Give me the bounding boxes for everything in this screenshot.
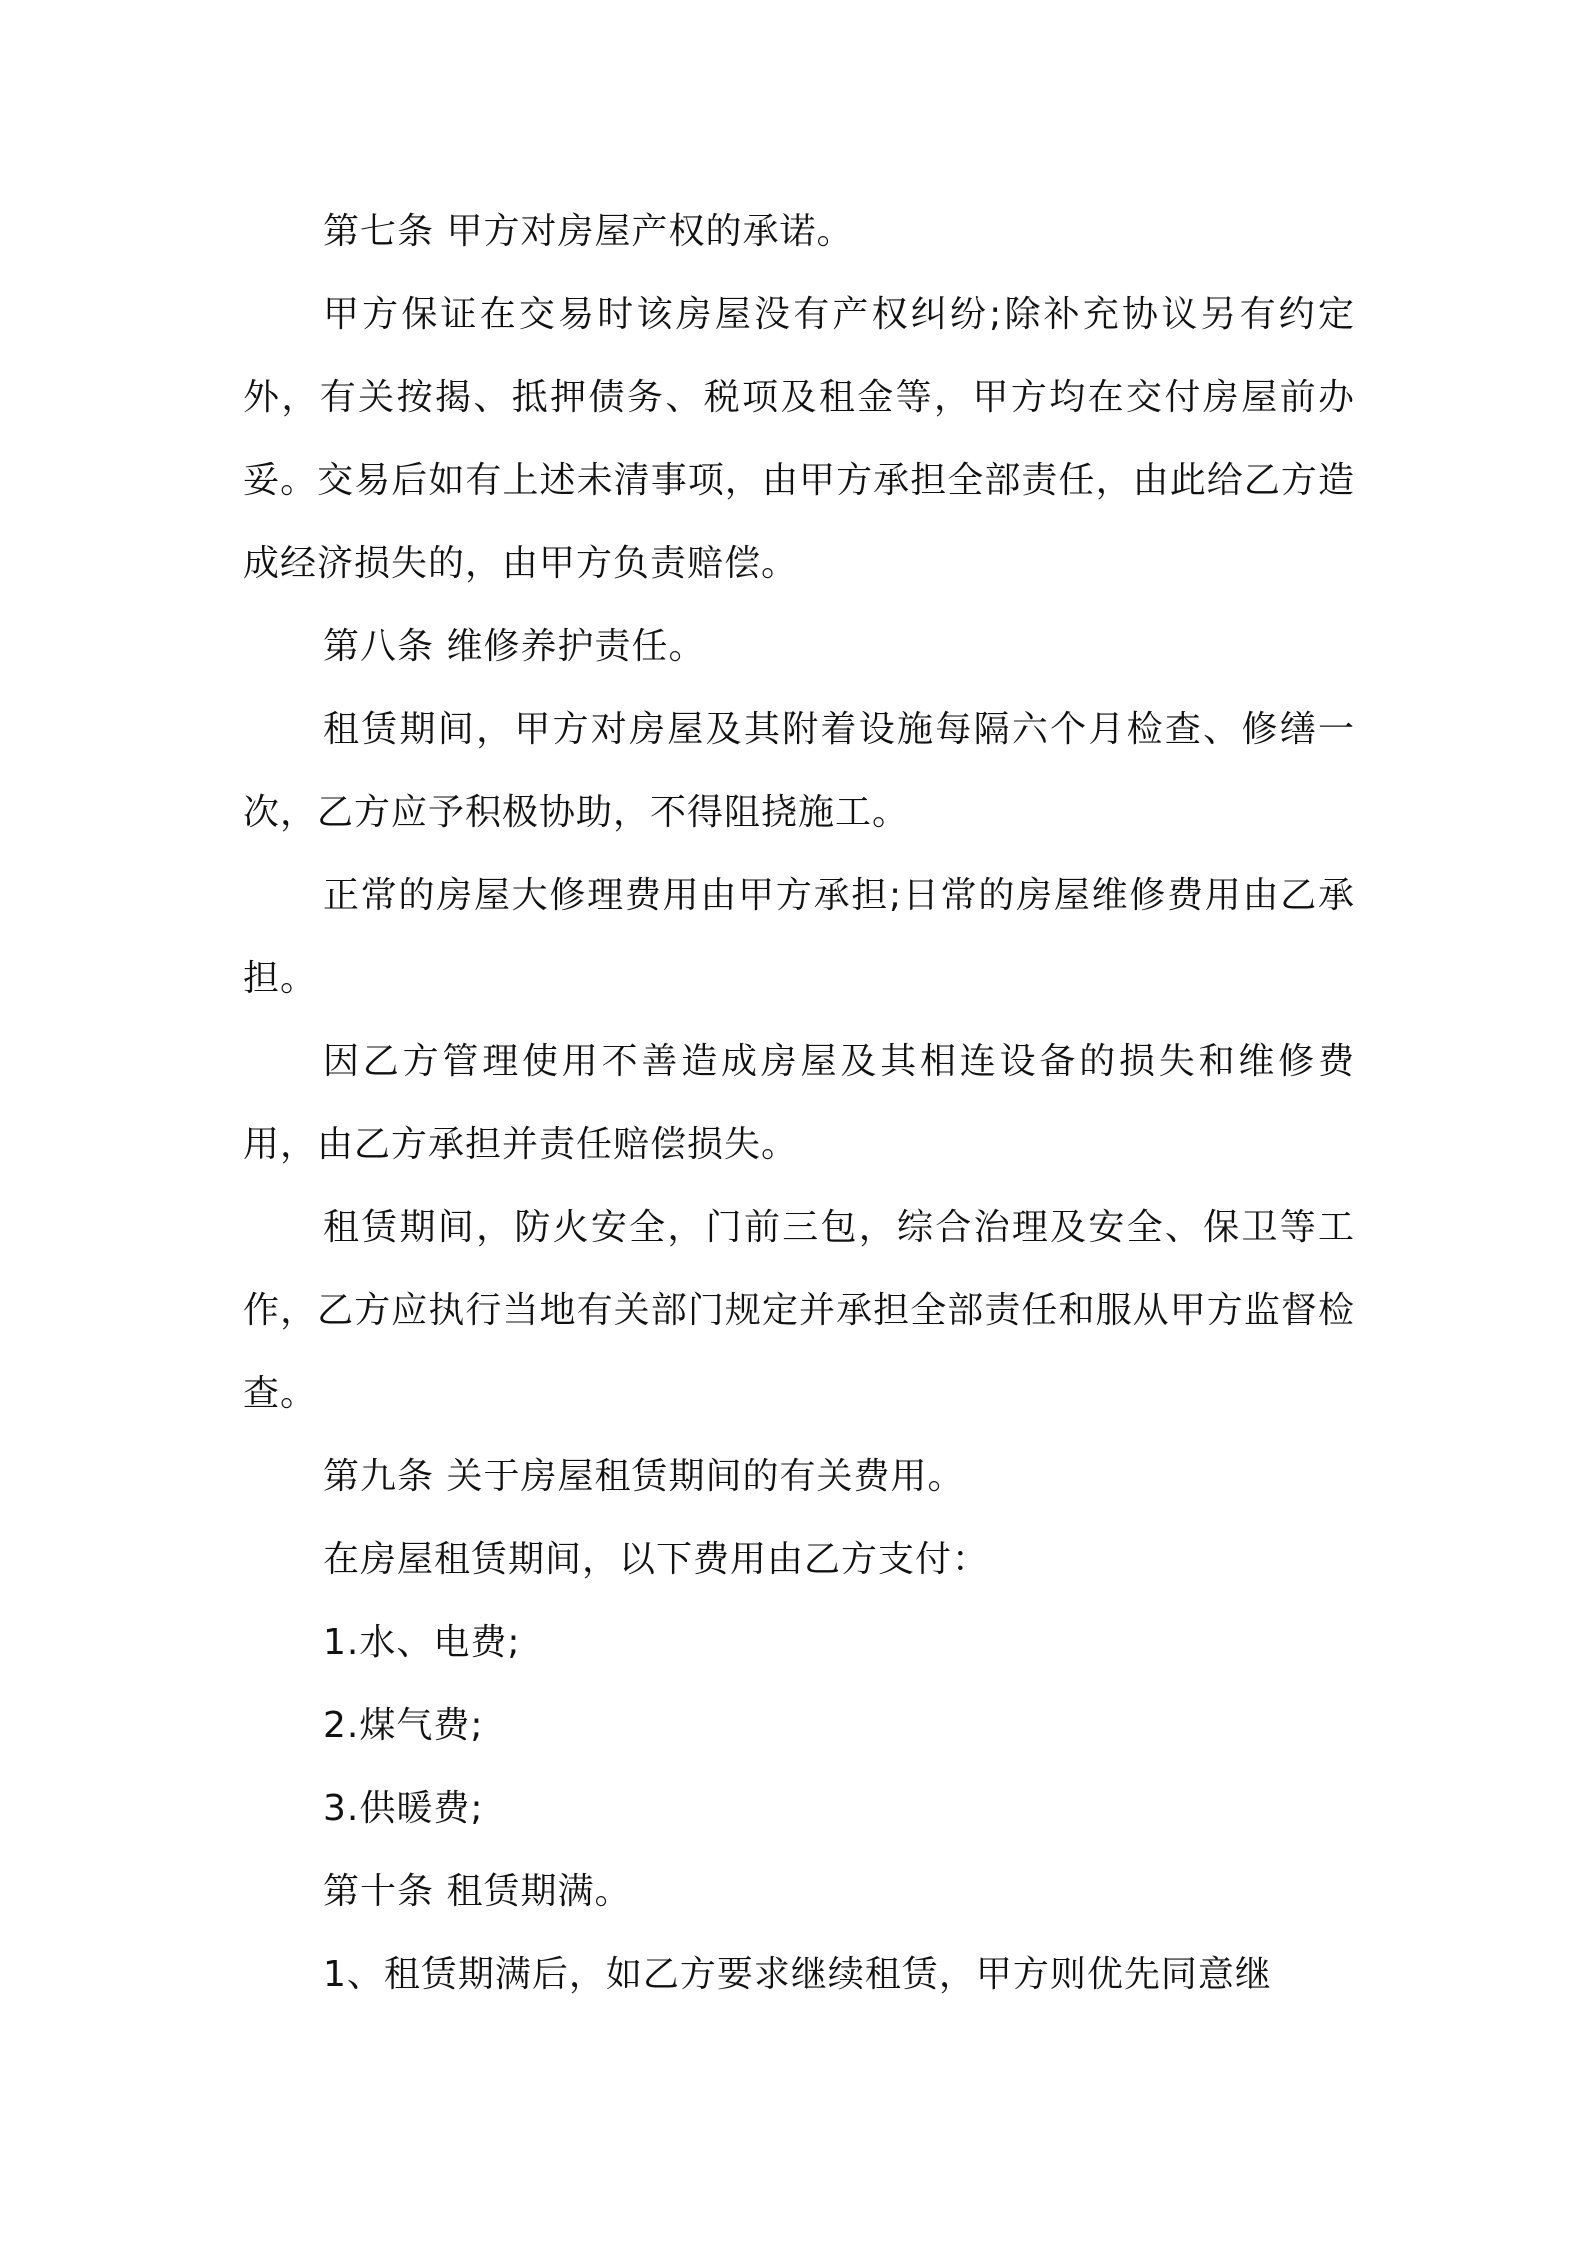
article-9-intro: 在房屋租赁期间，以下费用由乙方支付： (323, 1539, 990, 1580)
article-10-heading: 第十条 租赁期满。 (323, 1871, 632, 1912)
article-8-paragraph-4: 租赁期间，防火安全，门前三包，综合治理及安全、保卫等工作，乙方应执行当地有关部门规定并承担全部责任和服从甲方监督检查。 (243, 1207, 1355, 1414)
fee-item-2: 2.煤气费; (323, 1705, 484, 1746)
document-body (243, 190, 1355, 2016)
article-8-heading: 第八条 维修养护责任。 (323, 626, 706, 667)
article-7-body: 甲方保证在交易时该房屋没有产权纠纷;除补充协议另有约定外，有关按揭、抵押债务、税项及租金等，甲方均在交付房屋前办妥。交易后如有上述未清事项，由甲方承担全部责任，由此给乙方造成经济损失的，由甲方负责赔偿。 (243, 294, 1355, 584)
article-8-paragraph-1: 租赁期间，甲方对房屋及其附着设施每隔六个月检查、修缮一次，乙方应予积极协助，不得阻挠施工。 (243, 709, 1355, 833)
fee-item-1: 1.水、电费; (323, 1622, 521, 1663)
article-8-paragraph-3: 因乙方管理使用不善造成房屋及其相连设备的损失和维修费用，由乙方承担并责任赔偿损失。 (243, 1041, 1355, 1165)
article-7-heading: 第七条 甲方对房屋产权的承诺。 (323, 211, 854, 252)
article-9-heading: 第九条 关于房屋租赁期间的有关费用。 (323, 1456, 965, 1497)
article-10-item-1: 1、租赁期满后，如乙方要求继续租赁，甲方则优先同意继 (323, 1954, 1272, 1995)
article-8-paragraph-2: 正常的房屋大修理费用由甲方承担;日常的房屋维修费用由乙承担。 (243, 875, 1355, 999)
fee-item-3: 3.供暖费; (323, 1788, 484, 1829)
